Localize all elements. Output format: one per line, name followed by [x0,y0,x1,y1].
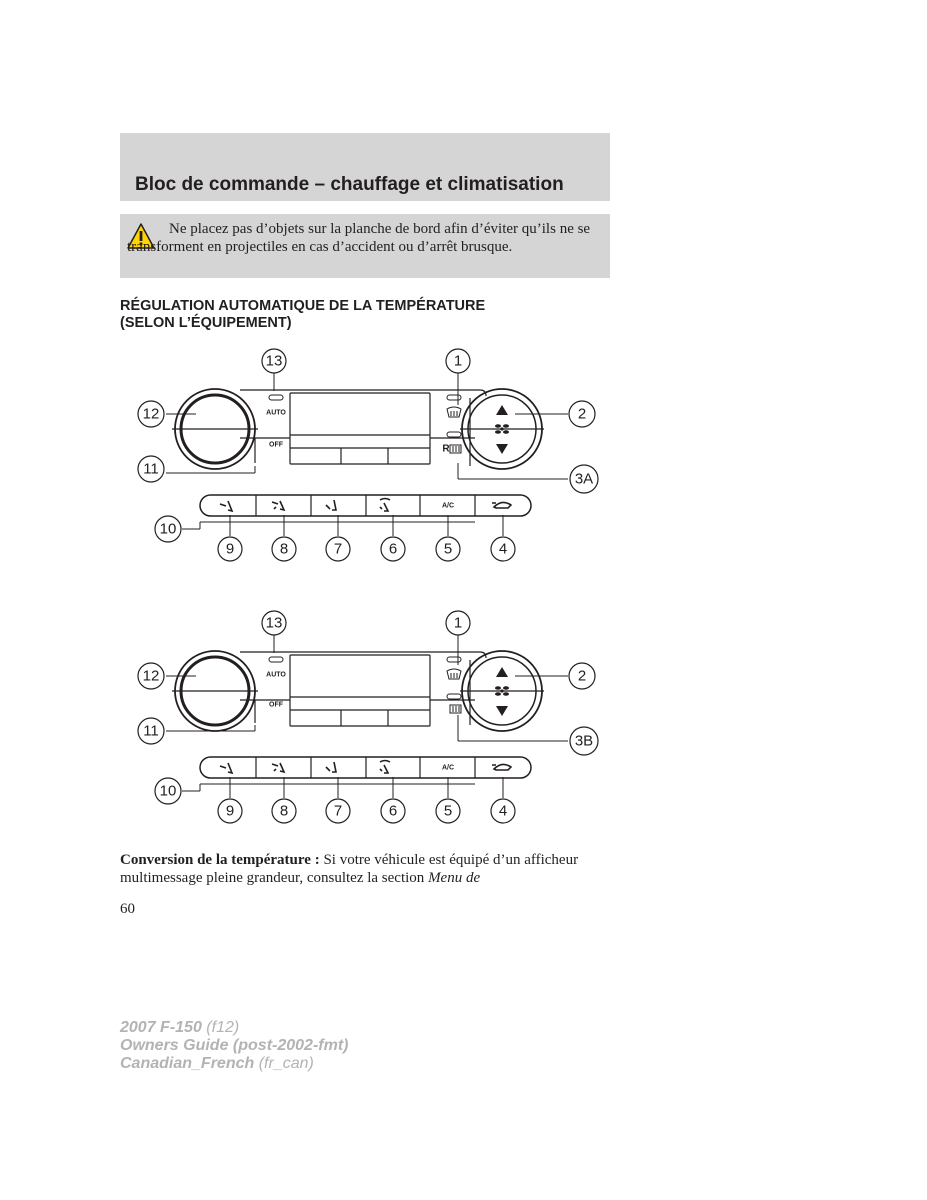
page-number: 60 [120,901,135,917]
body-lead: Conversion de la température : [120,852,320,868]
callout-4: 4 [498,540,508,558]
recirculation-icon [492,764,511,770]
callout-1: 1 [453,614,463,632]
warning-text: Ne placez pas d’objets sur la planche de bord afin d’éviter qu’ils ne se transforment en projectiles en cas d’accident ou d’arrêt brusque. [127,221,591,255]
floor-defrost-icon [380,761,390,774]
ac-button-label: A/C [441,764,455,772]
callout-5: 5 [443,802,453,820]
footer [120,1019,348,1073]
callout-11: 11 [143,722,159,740]
auto-button-label: AUTO [266,409,286,417]
header-band [120,133,610,201]
callout-6: 6 [388,540,398,558]
callout-1: 1 [453,352,463,370]
footer-line-3: Canadian_French (fr_can) [120,1055,314,1072]
windshield-defrost-icon [447,669,461,679]
rear-defrost-icon [450,705,461,713]
ac-button-label: A/C [441,502,455,510]
climate-control-diagram-b [130,605,610,830]
callout-2: 2 [577,667,587,685]
bi-level-icon [272,501,284,510]
callout-12: 12 [142,667,160,685]
page-title: Bloc de commande – chauffage et climatisation [135,174,564,195]
auto-button-label: AUTO [266,671,286,679]
rear-defrost-icon [450,445,461,453]
callout-11: 11 [143,460,159,478]
callout-7: 7 [333,540,343,558]
callout-13: 13 [265,352,283,370]
footer-line-2: Owners Guide (post-2002-fmt) [120,1037,349,1054]
section-heading [120,298,620,332]
rear-label: R [442,443,450,455]
body-paragraph [120,852,620,887]
body-italic: Menu de [428,869,481,886]
windshield-defrost-icon [447,407,461,417]
callout-10: 10 [159,520,177,538]
warning-box [120,214,610,278]
climate-control-diagram-a [130,343,610,568]
callout-5: 5 [443,540,453,558]
callout-7: 7 [333,802,343,820]
callout-9: 9 [225,540,235,558]
callout-3b: 3B [574,732,594,750]
callout-6: 6 [388,802,398,820]
section-heading-line2: (SELON L’ÉQUIPEMENT) [120,315,292,331]
section-heading-line1: RÉGULATION AUTOMATIQUE DE LA TEMPÉRATURE [120,298,486,314]
footer-line-1: 2007 F-150 (f12) [120,1019,240,1036]
callout-8: 8 [279,802,289,820]
callout-4: 4 [498,802,508,820]
bi-level-icon [272,763,284,772]
callout-2: 2 [577,405,587,423]
panel-vent-icon [220,763,232,773]
recirculation-icon [492,502,511,508]
floor-defrost-icon [380,499,390,512]
callout-13: 13 [265,614,283,632]
callout-10: 10 [159,782,177,800]
callout-9: 9 [225,802,235,820]
off-button-label: OFF [269,701,283,709]
callout-8: 8 [279,540,289,558]
floor-vent-icon [326,500,336,510]
panel-vent-icon [220,501,232,511]
floor-vent-icon [326,762,336,772]
off-button-label: OFF [269,441,283,449]
callout-12: 12 [142,405,160,423]
body-text: Si votre véhicule est équipé d’un afficheur multimessage pleine grandeur, consultez la section [120,852,579,886]
callout-3a: 3A [574,470,594,488]
